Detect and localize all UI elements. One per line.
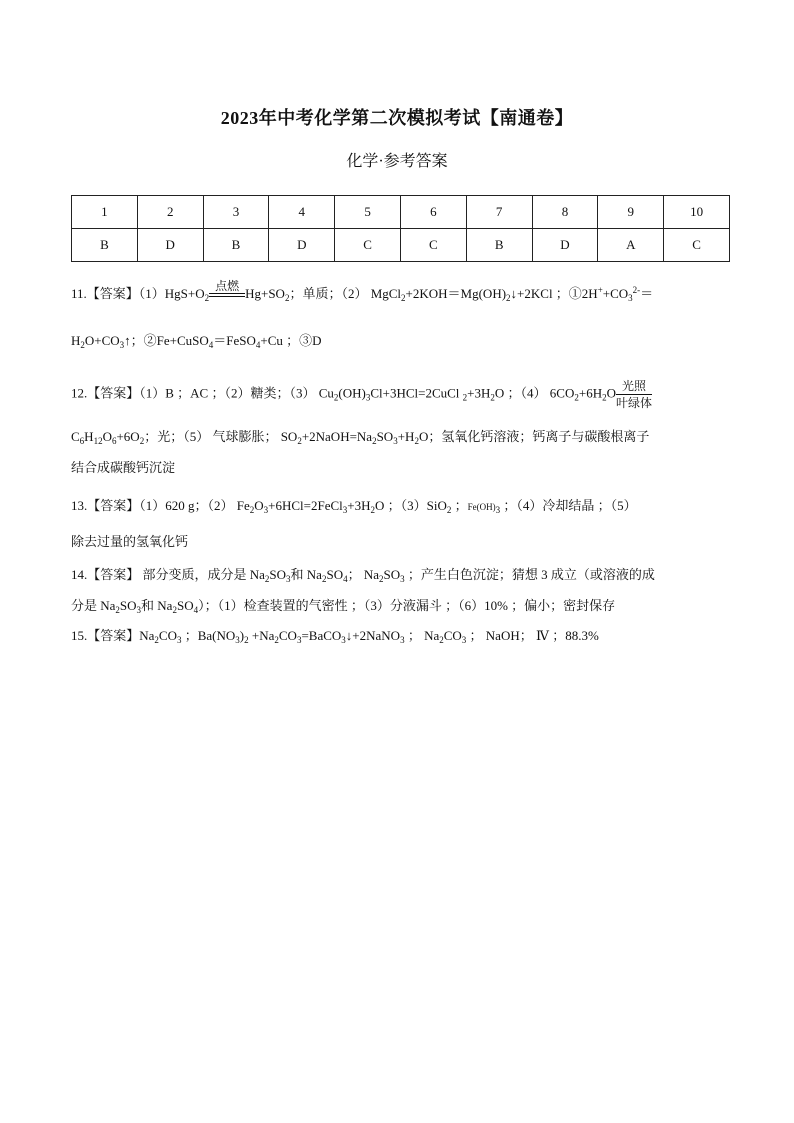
table-cell: 4 (269, 196, 335, 229)
reaction-condition: 点燃 (209, 293, 245, 303)
table-cell: 5 (335, 196, 401, 229)
answer-12-line-3: 结合成碳酸钙沉淀 (71, 460, 176, 475)
page-subtitle: 化学·参考答案 (346, 153, 448, 170)
table-cell: 2 (137, 196, 203, 229)
answer-15-line-1: 15.【答案】$Na_2CO_3$ ；$Ba(NO_3)_2$ $+Na_2CO_3=BaCO_3↓+2NaNO_3$ ； $Na_2CO_3$ ； NaOH； Ⅳ ；88.3% (71, 628, 599, 645)
table-cell: C (335, 229, 401, 262)
reaction-condition: 光照 叶绿体 (615, 379, 652, 410)
answer-11-line-2: $H_2O+CO_3↑$；②Fe+CuSO$_4$＝FeSO$_4$+Cu ；③D (71, 333, 322, 350)
answer-14-line-1: 14.【答案】 部分变质，成分是 $Na_2SO_3$和 $Na_2SO_4$； $Na_2SO_3$ ；产生白色沉淀；猜想 3 成立（或溶液的成 (71, 567, 655, 584)
table-cell: C (400, 229, 466, 262)
page-title: 2023年中考化学第二次模拟考试【南通卷】 (220, 108, 574, 128)
table-row-answers (72, 229, 730, 262)
answer-12-line-2: $C_6H_{12}O_6+6O_2$；光；（5） 气球膨胀； $SO_2+2NaOH=Na_2SO_3+H_2O$；氢氧化钙溶液；钙离子与碳酸根离子 (71, 429, 650, 446)
table-cell: D (269, 229, 335, 262)
answer-13-line-1: 13.【答案】（1）620 g；（2） $Fe_2O_3+6HCl=2FeCl_3+3H_2O$ ；（3）SiO$_2$ ；$Fe(OH)_3$ ；（4）冷却结晶 ；（5） (71, 498, 637, 515)
table-cell: C (664, 229, 730, 262)
answer-table (71, 195, 730, 262)
table-cell: D (532, 229, 598, 262)
table-cell: B (466, 229, 532, 262)
table-cell: 3 (203, 196, 269, 229)
table-cell: 9 (598, 196, 664, 229)
answer-13-line-2: 除去过量的氢氧化钙 (71, 534, 189, 549)
table-cell: 7 (466, 196, 532, 229)
table-cell: D (137, 229, 203, 262)
answer-14-line-2: 分是 $Na_2SO_3$和 $Na_2SO_4$）；（1）检查装置的气密性 ；（3）分液漏斗 ；（6）10% ；偏小；密封保存 (71, 598, 616, 615)
table-row-numbers (72, 196, 730, 229)
table-cell: 8 (532, 196, 598, 229)
table-cell: 1 (72, 196, 138, 229)
table-cell: 10 (664, 196, 730, 229)
answer-12-line-1: 12.【答案】（1）B ；AC ；（2）糖类；（3） $Cu_2(OH)_3Cl+3HCl=2CuCl$ $_2+3H_2O$ ；（4） $6CO_2+6H_2O$ 光照 叶绿体 (71, 379, 652, 410)
table-cell: B (72, 229, 138, 262)
table-cell: A (598, 229, 664, 262)
table-cell: 6 (400, 196, 466, 229)
answer-11-line-1: 11.【答案】$(1)HgS+O_2$ 点燃 $Hg+SO_2$；单质；（2） $MgCl_2+2KOH=Mg(OH)_2↓+2KCl$ ；$①2H^++CO_3^{2-}=$ (71, 279, 654, 303)
table-cell: B (203, 229, 269, 262)
